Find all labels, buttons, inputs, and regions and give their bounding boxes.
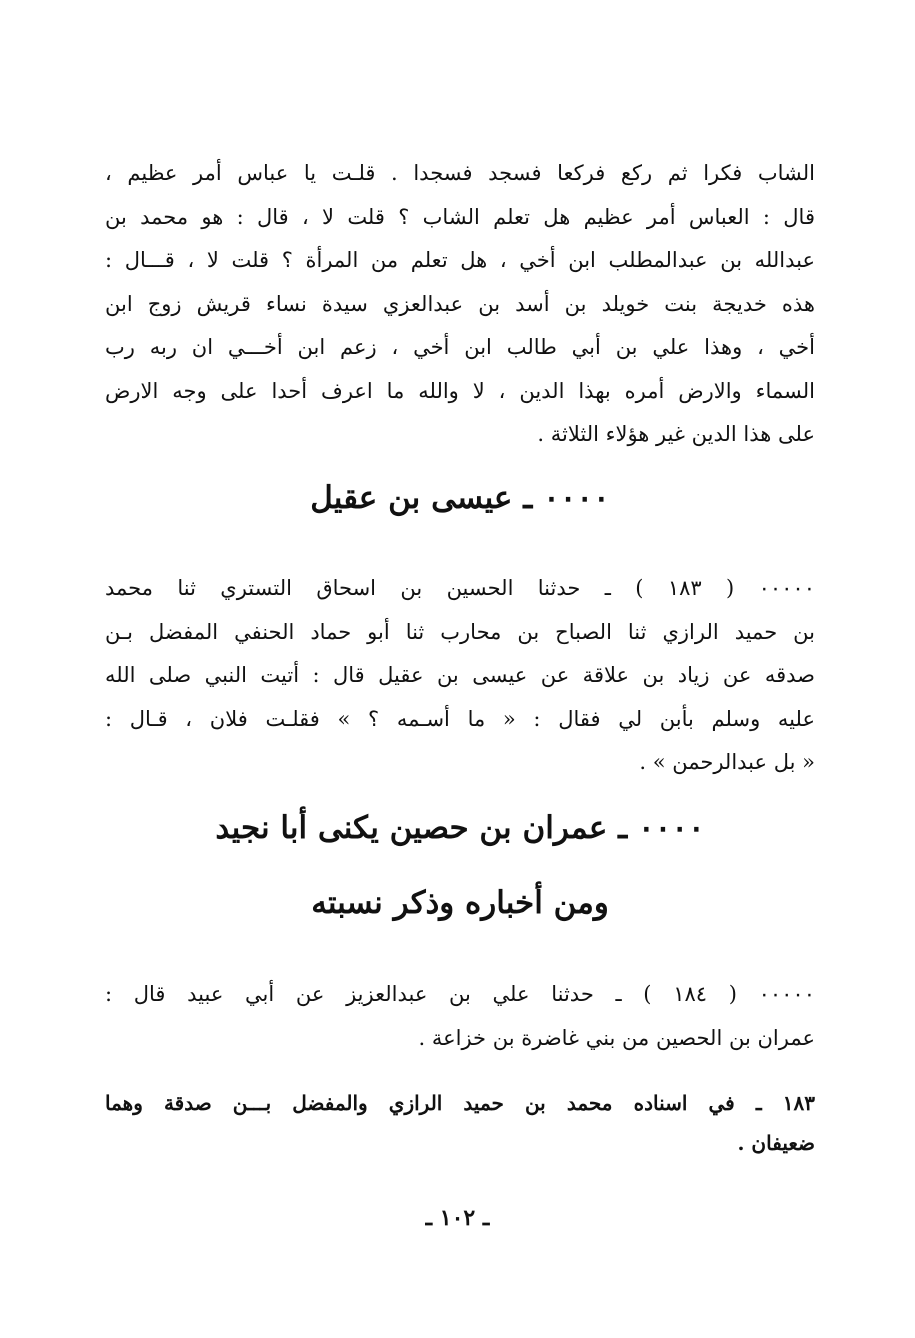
text-line: عليه وسلم بأبن لي فقال : « ما أسـمه ؟ » فقلـت فلان ، قـال : <box>105 706 815 731</box>
paragraph-narration <box>105 152 815 457</box>
section-heading-imran: ٠٠٠٠ ـ عمران بن حصين يكنى أبا نجيد <box>215 810 705 846</box>
text-line: « بل عبدالرحمن » . <box>639 750 815 774</box>
footnote-line: ضعيفان . <box>737 1131 815 1155</box>
text-line: صدقه عن زياد بن علاقة عن عيسى بن عقيل قال : أتيت النبي صلى الله <box>105 663 815 687</box>
section-subheading-imran: ومن أخباره وذكر نسبته <box>311 885 609 921</box>
text-line: عبدالله بن عبدالمطلب ابن أخي ، هل تعلم من المرأة ؟ قلت لا ، قـــال : <box>105 248 815 272</box>
text-line: بن حميد الرازي ثنا الصباح بن محارب ثنا أبو حماد الحنفي المفضل بـن <box>105 619 815 644</box>
paragraph-hadith-183 <box>105 567 815 785</box>
page-number: ـ ١٠٢ ـ <box>425 1205 490 1231</box>
footnote-line: ١٨٣ ـ في اسناده محمد بن حميد الرازي والمفضل بـــن صدقة وهما <box>105 1091 815 1115</box>
section-heading-isa: ٠٠٠٠ ـ عيسى بن عقيل <box>310 480 610 516</box>
text-line: على هذا الدين غير هؤلاء الثلاثة . <box>537 422 815 446</box>
text-line: أخي ، وهذا علي بن أبي طالب ابن أخي ، زعم ابن أخـــي ان ربه رب <box>105 335 815 359</box>
text-line: هذه خديجة بنت خويلد بن أسد بن عبدالعزي سيدة نساء قريش زوج ابن <box>105 291 815 316</box>
text-line: ٠٠٠٠٠ ( ١٨٤ ) ـ حدثنا علي بن عبدالعزيز عن أبي عبيد قال : <box>105 982 815 1006</box>
paragraph-hadith-184 <box>105 973 815 1060</box>
text-line: الشاب فكرا ثم ركع فركعا فسجد فسجدا . قلـت يا عباس أمر عظيم ، <box>105 161 815 185</box>
footnote <box>105 1083 815 1163</box>
text-line: قال : العباس أمر عظيم هل تعلم الشاب ؟ قلت لا ، قال : هو محمد بن <box>105 204 815 229</box>
text-line: عمران بن الحصين من بني غاضرة بن خزاعة . <box>418 1025 815 1050</box>
text-line: السماء والارض أمره بهذا الدين ، لا والله ما اعرف أحدا على وجه الارض <box>105 378 815 403</box>
text-line: ٠٠٠٠٠ ( ١٨٣ ) ـ حدثنا الحسين بن اسحاق التستري ثنا محمد <box>105 576 815 600</box>
